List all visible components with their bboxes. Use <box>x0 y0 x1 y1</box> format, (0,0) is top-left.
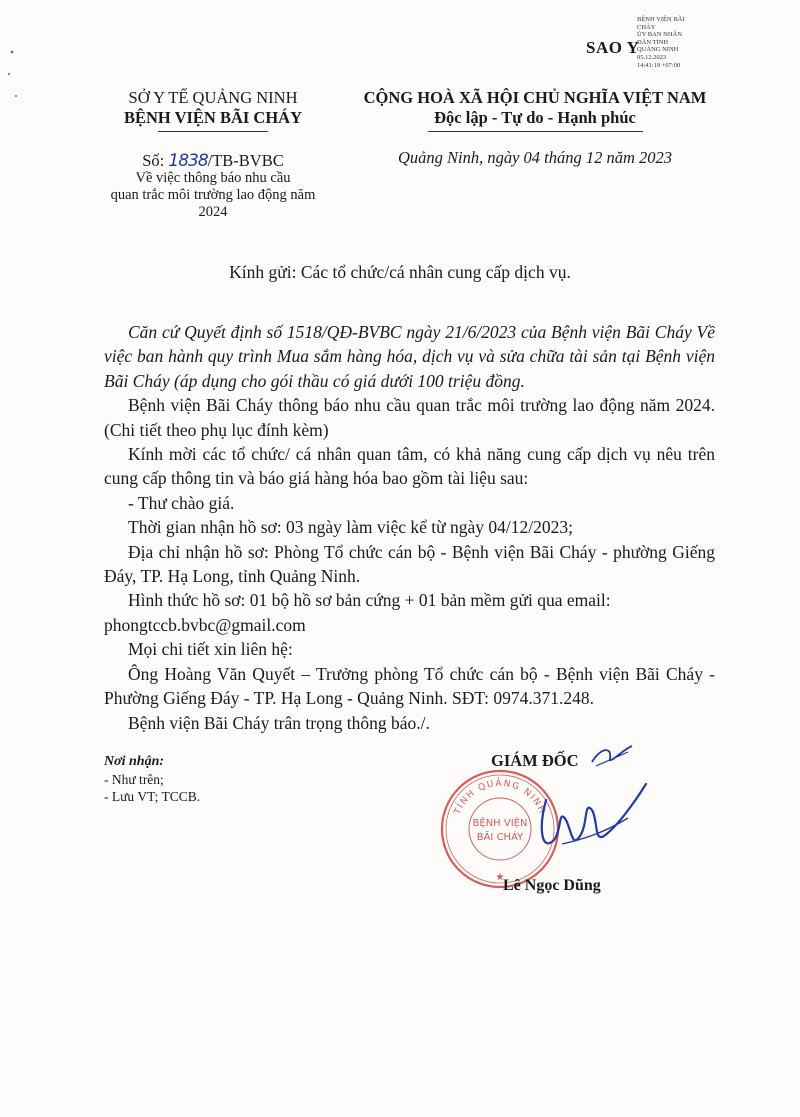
certificate-line: ỦY BAN NHÂN <box>637 31 682 39</box>
document-number <box>58 151 368 171</box>
motto-divider <box>428 131 643 132</box>
signer-title: GIÁM ĐỐC <box>491 751 579 770</box>
contact-person: Ông Hoàng Văn Quyết – Trưởng phòng Tổ chức cán bộ - Bệnh viện Bãi Cháy - Phường Giếng Đáy - TP. Hạ Long - Quảng Ninh. SĐT: 0974.371.248. <box>104 663 715 709</box>
certificate-line: QUẢNG NINH <box>637 46 679 54</box>
salutation: Kính gửi: Các tổ chức/cá nhân cung cấp dịch vụ. <box>229 262 571 282</box>
closing-line: Bệnh viện Bãi Cháy trân trọng thông báo./. <box>128 712 430 733</box>
issuing-agency: SỞ Y TẾ QUẢNG NINH <box>128 88 298 107</box>
svg-text:★: ★ <box>495 872 505 883</box>
document-body <box>104 320 715 735</box>
scan-dots <box>0 30 30 110</box>
recipient-item: - Lưu VT; TCCB. <box>104 789 201 804</box>
certificate-line: DÂN TỈNH <box>637 38 669 46</box>
recipients-title: Nơi nhận: <box>104 754 165 769</box>
seal-text-line: BỆNH VIỆN <box>472 818 528 829</box>
contact-intro: Mọi chi tiết xin liên hệ: <box>128 639 293 660</box>
certificate-line: 14:41:19 +07:00 <box>637 61 681 69</box>
subject-line: Về việc thông báo nhu cầu <box>135 170 291 186</box>
initial-mark <box>588 742 636 770</box>
signer-name: Lê Ngọc Dũng <box>503 877 601 894</box>
handwritten-number: 1838 <box>168 151 208 171</box>
certificate-line: BỆNH VIỆN BÃI <box>637 16 685 23</box>
national-motto: Độc lập - Tự do - Hạnh phúc <box>434 108 636 127</box>
issuing-organization: BỆNH VIỆN BÃI CHÁY <box>123 108 303 127</box>
header-divider <box>158 131 268 132</box>
certificate-line: CHÁY <box>637 23 656 31</box>
contact-email: phongtccb.bvbc@gmail.com <box>104 614 306 635</box>
recipient-item: - Như trên; <box>104 771 164 787</box>
recipients-block <box>104 753 200 806</box>
national-title: CỘNG HOÀ XÃ HỘI CHỦ NGHĨA VIỆT NAM <box>363 88 707 107</box>
announcement-paragraph: Bệnh viện Bãi Cháy thông báo nhu cầu quan trắc môi trường lao động năm 2024. (Chi tiết theo phụ lục đính kèm) <box>104 395 715 440</box>
place-date: Quảng Ninh, ngày 04 tháng 12 năm 2023 <box>397 148 673 167</box>
document-subject <box>58 170 368 221</box>
seal-outer-text: TỈNH QUẢNG NINH <box>452 778 548 817</box>
submission-address: Địa chỉ nhận hồ sơ: Phòng Tổ chức cán bộ - Bệnh viện Bãi Cháy - phường Giếng Đáy, TP. Hạ Long, tỉnh Quảng Ninh. <box>104 541 715 587</box>
seal-text-line: BÃI CHÁY <box>476 832 524 843</box>
digital-certificate <box>637 16 747 69</box>
copy-stamp-label: SAO Y <box>586 38 640 57</box>
submission-time: Thời gian nhận hồ sơ: 03 ngày làm việc kể từ ngày 04/12/2023; <box>128 517 574 538</box>
basis-paragraph: Căn cứ Quyết định số 1518/QĐ-BVBC ngày 21/6/2023 của Bệnh viện Bãi Cháy Về việc ban hành quy trình Mua sắm hàng hóa, dịch vụ và sửa chữa tài sản tại Bệnh viện Bãi Cháy (áp dụng cho gói thầu có giá dưới 100 triệu đồng. <box>104 322 715 391</box>
required-document-item: - Thư chào giá. <box>128 492 235 513</box>
certificate-line: 05.12.2023 <box>637 53 667 61</box>
subject-line: quan trắc môi trường lao động năm <box>110 187 316 203</box>
subject-line: 2024 <box>198 204 228 220</box>
number-prefix: Số: <box>142 151 169 170</box>
number-suffix: /TB-BVBC <box>207 151 284 170</box>
invitation-paragraph: Kính mời các tổ chức/ cá nhân quan tâm, có khả năng cung cấp dịch vụ nêu trên cung cấp thông tin và báo giá hàng hóa bao gồm tài liệu sau: <box>104 444 715 489</box>
handwritten-signature <box>532 770 652 870</box>
submission-form: Hình thức hồ sơ: 01 bộ hồ sơ bản cứng + 01 bản mềm gửi qua email: <box>128 590 611 611</box>
